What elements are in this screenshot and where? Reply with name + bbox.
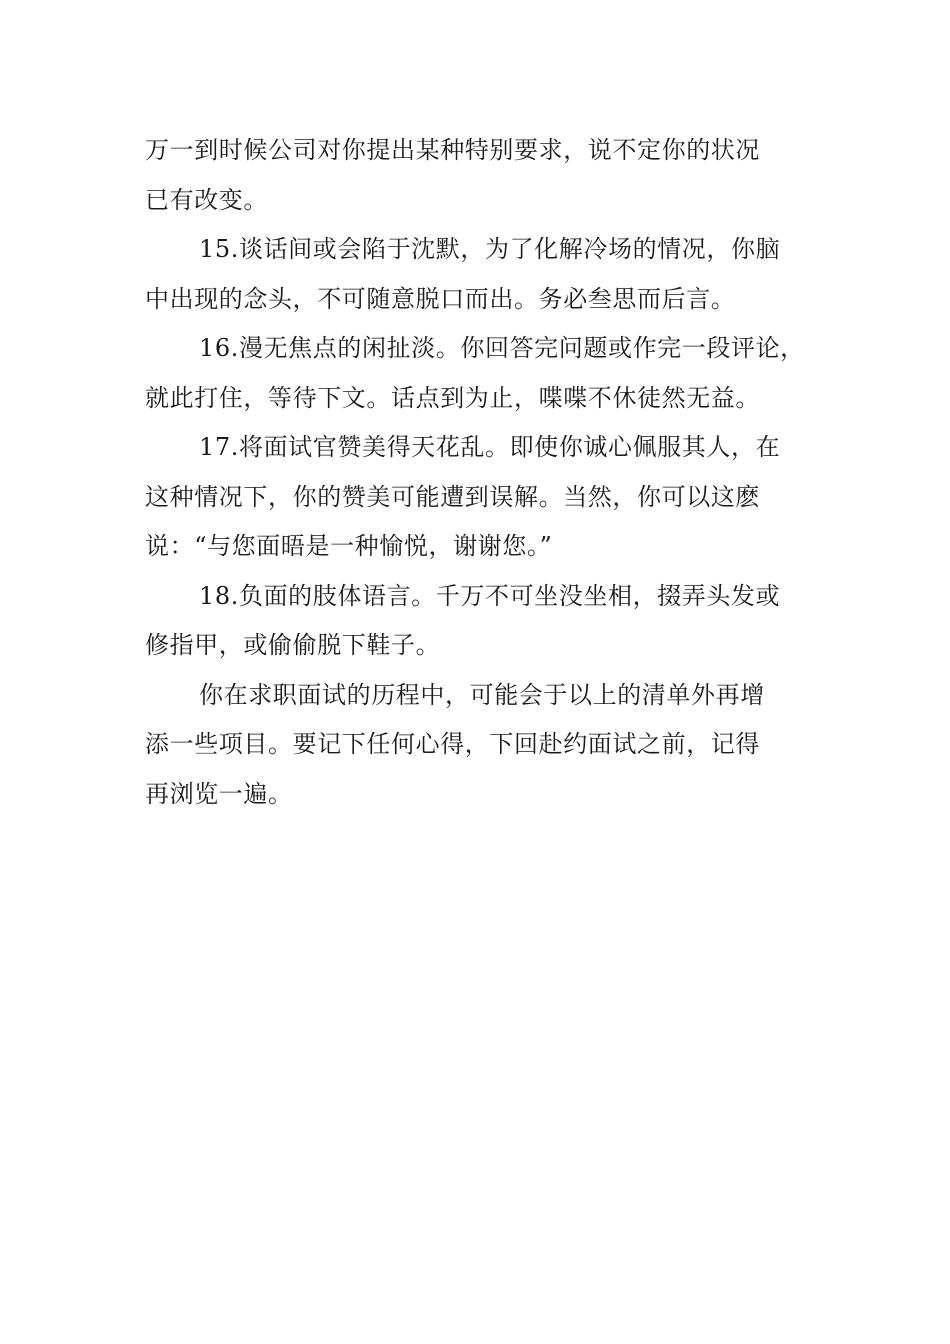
paragraph-item-17 (145, 423, 815, 572)
paragraph-item-16 (145, 324, 815, 423)
paragraph-item-15 (145, 225, 815, 324)
text-line: 你在求职面试的历程中，可能会于以上的清单外再增 (199, 680, 765, 709)
text-line: 18.负面的肢体语言。千万不可坐没坐相，掇弄头发或 (199, 581, 781, 610)
text-line: 就此打住，等待下文。话点到为止，喋喋不休徒然无益。 (145, 383, 760, 412)
text-line: 中出现的念头，不可随意脱口而出。务必叁思而后言。 (145, 284, 736, 313)
paragraph-item-18 (145, 572, 815, 671)
text-line: 已有改变。 (145, 185, 268, 214)
text-line: 这种情况下，你的赞美可能遭到误解。当然，你可以这麽 (145, 482, 760, 511)
document-body (145, 126, 815, 819)
text-line: 17.将面试官赞美得天花乱。即使你诚心佩服其人，在 (199, 433, 781, 461)
paragraph-closing (145, 671, 815, 820)
text-line: 添一些项目。要记下任何心得，下回赴约面试之前，记得 (145, 730, 760, 758)
text-line: 16.漫无焦点的闲扯淡。你回答完问题或作完一段评论， (199, 334, 805, 362)
text-line: 修指甲，或偷偷脱下鞋子。 (145, 631, 441, 659)
text-line: 15.谈话间或会陷于沈默，为了化解冷场的情况，你脑 (199, 235, 781, 263)
text-line: 再浏览一遍。 (145, 779, 293, 808)
paragraph-continuation (145, 126, 815, 225)
text-line: 万一到时候公司对你提出某种特别要求，说不定你的状况 (145, 136, 760, 164)
text-line: 说：“与您面晤是一种愉悦，谢谢您。” (145, 532, 553, 560)
